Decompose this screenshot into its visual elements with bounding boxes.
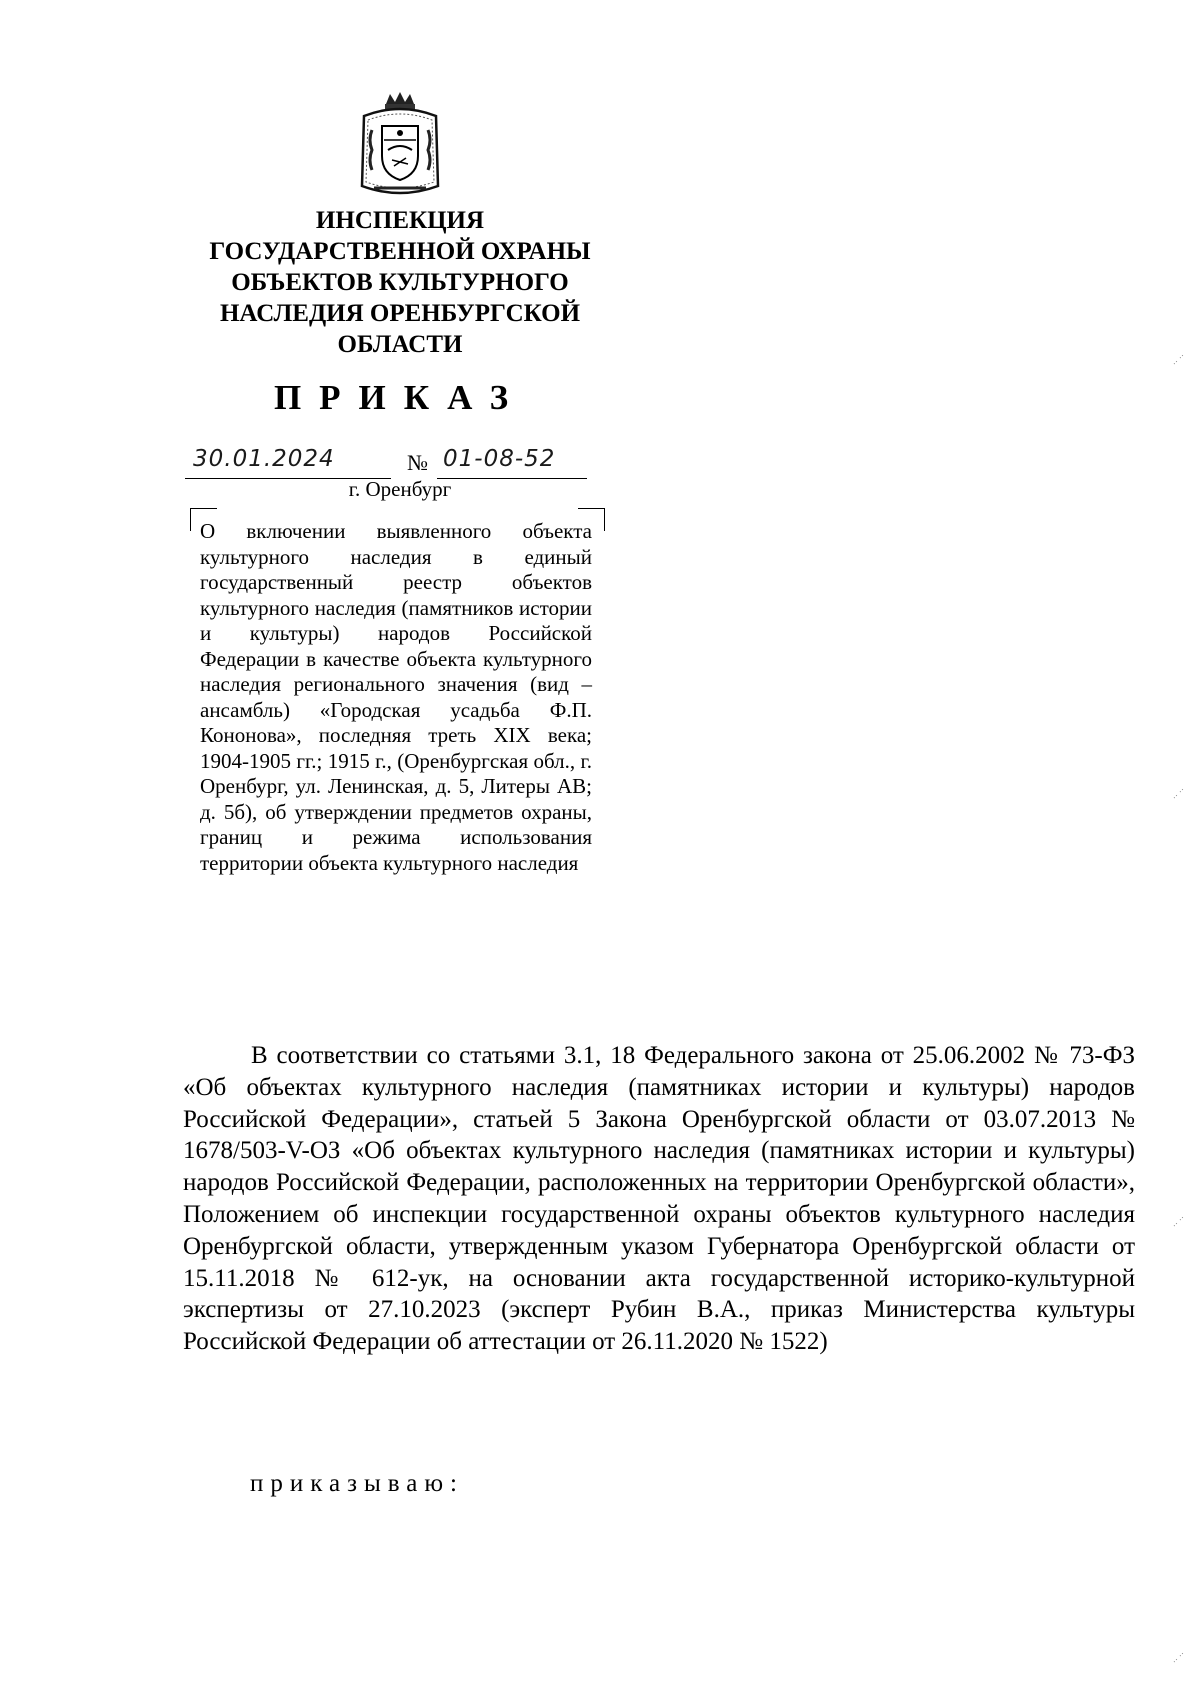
coat-of-arms-emblem <box>358 90 442 198</box>
scan-speck <box>1172 1650 1186 1664</box>
org-line: ИНСПЕКЦИЯ <box>315 207 485 234</box>
scan-speck <box>1172 352 1186 366</box>
legal-basis-paragraph: В соответствии со статьями 3.1, 18 Федерального закона от 25.06.2002 № 73-ФЗ «Об объектах культурного наследия (памятниках истории и культуры) народов Российской Федерации», статьей 5 Закона Оренбургской области от 03.07.2013 № 1678/503-V-ОЗ «Об объектах культурного наследия (памятниках истории и культуры) народов Российской Федерации, расположенных на территории Оренбургской области», Положением об инспекции государственной охраны объектов культурного наследия Оренбургской области, утвержденным указом Губернатора Оренбургской области от 15.11.2018 № 612-ук, на основании акта государственной историко-культурной экспертизы от 27.10.2023 (эксперт Рубин В.А., приказ Министерства культуры Российской Федерации об аттестации от 26.11.2020 № 1522) <box>183 1042 1135 1356</box>
scan-speck <box>1172 1214 1186 1228</box>
order-decree-word: приказываю: <box>250 1470 464 1497</box>
org-line: ГОСУДАРСТВЕННОЙ ОХРАНЫ <box>209 238 591 265</box>
org-line: ОБЪЕКТОВ КУЛЬТУРНОГО <box>231 269 569 296</box>
issuing-authority <box>180 205 620 360</box>
org-line: ОБЛАСТИ <box>337 331 463 358</box>
number-sign: № <box>407 450 428 475</box>
place-of-issue: г. Оренбург <box>348 477 452 501</box>
order-number: 01-08-52 <box>443 446 556 472</box>
org-line: НАСЛЕДИЯ ОРЕНБУРГСКОЙ <box>219 300 581 327</box>
order-subject: О включении выявленного объекта культурного наследия в единый государственный реестр объектов культурного наследия (памятников истории и культуры) народов Российской Федерации в качестве объекта культурного наследия регионального значения (вид – ансамбль) «Городская усадьба Ф.П. Кононова», последняя треть XIX века; 1904-1905 гг.; 1915 г., (Оренбургская обл., г. Оренбург, ул. Ленинская, д. 5, Литеры АВ; д. 5б), об утверждении предметов охраны, границ и режима использования территории объекта культурного наследия <box>200 519 592 875</box>
document-type-title: ПРИКАЗ <box>273 378 527 417</box>
subject-block <box>190 508 630 1008</box>
order-date: 30.01.2024 <box>193 446 335 472</box>
scan-speck <box>1172 786 1186 800</box>
